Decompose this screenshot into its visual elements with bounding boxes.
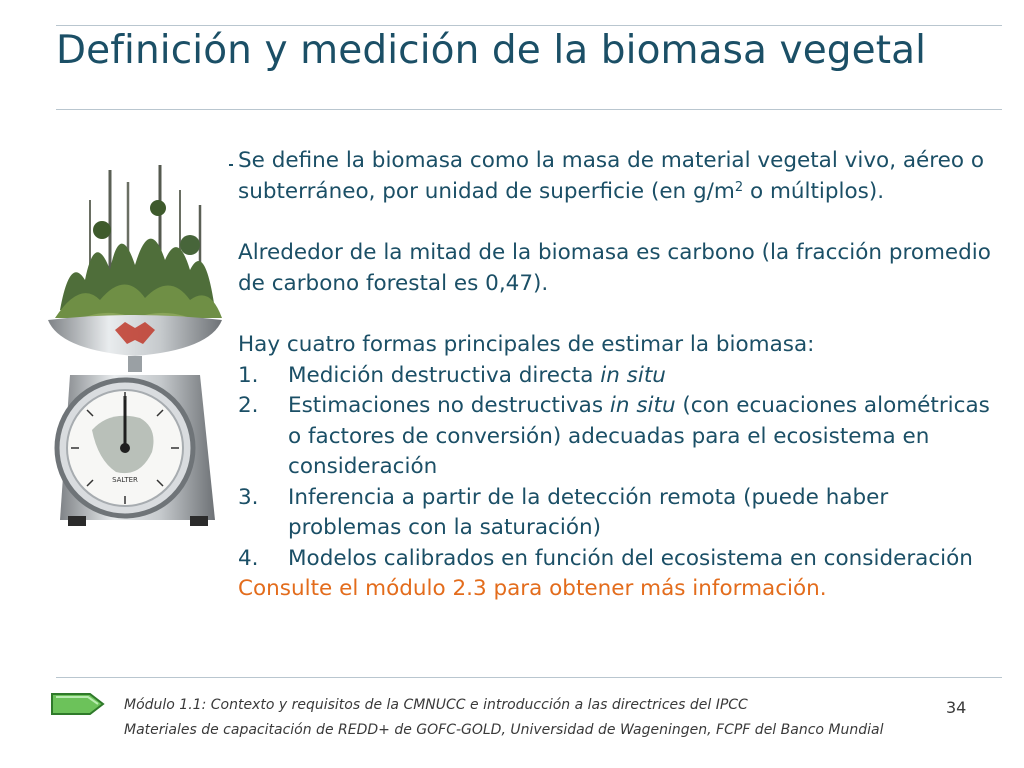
paragraph-methods-intro: Hay cuatro formas principales de estimar la biomasa: [238,332,815,357]
definition-text-end: o múltiplos). [743,178,885,204]
methods-list [238,361,998,575]
list-emphasis: in situ [600,362,666,388]
definition-text: Se define la biomasa como la masa de material vegetal vivo, aéreo o subterráneo, por unidad de superficie (en g/m [238,148,985,204]
list-item [238,483,998,544]
scale-dial [57,380,193,516]
list-text: Inferencia a partir de la detección remota (puede haber problemas con la saturación) [288,484,889,540]
list-text: Estimaciones no destructivas [288,393,610,418]
scale-with-forest-icon [40,160,230,540]
list-item [238,391,998,483]
title-underline [56,109,1002,110]
list-text-end: (con ecuaciones alométricas o factores de conversión) adecuadas para el ecosistema en consideración [288,393,990,479]
list-number: 3. [238,484,259,510]
list-number: 1. [238,362,259,388]
list-text: Medición destructiva directa [288,362,601,388]
bullet-marker [229,164,233,166]
top-rule [56,25,1002,26]
list-number: 2. [238,393,259,418]
list-number: 4. [238,545,259,571]
slide-body [238,146,998,605]
list-item [238,361,998,392]
list-item [238,544,998,575]
spacer [238,207,998,238]
next-arrow-icon[interactable] [50,691,106,717]
paragraph-definition [238,146,998,207]
paragraph-carbon: Alrededor de la mitad de la biomasa es carbono (la fracción promedio de carbono forestal es 0,47). [238,240,991,296]
slide-title: Definición y medición de la biomasa vegetal [56,28,927,73]
spacer [238,299,998,330]
footer-module-text: Módulo 1.1: Contexto y requisitos de la CMNUCC e introducción a las directrices del IPCC [124,697,748,713]
forest-trees [55,165,222,325]
page-number: 34 [946,698,967,717]
list-emphasis: in situ [609,393,676,418]
list-text: Modelos calibrados en función del ecosistema en consideración [288,545,973,571]
reference-note: Consulte el módulo 2.3 para obtener más información. [238,576,827,601]
superscript: 2 [734,179,744,195]
scale-bowl [48,315,222,372]
scale-brand-label: SALTER [112,476,138,484]
footer-rule [56,677,1002,678]
footer-credits-text: Materiales de capacitación de REDD+ de GOFC-GOLD, Universidad de Wageningen, FCPF del Banco Mundial [124,722,884,738]
